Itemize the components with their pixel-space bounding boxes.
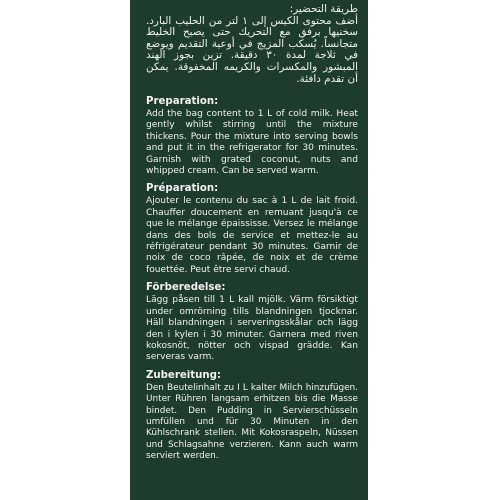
english-body: Add the bag content to 1 L of cold milk. Heat gently whilst stirring until the mixture thickens. Pour the mixture into serving bowls and put it in the refrigerator for 30 minutes. Garnish with grated coconut, nuts and whipped cream. Can be served warm. — [146, 109, 358, 177]
german-heading: Zubereitung: — [146, 369, 222, 381]
arabic-body: أضف محتوى الكيس إلى ١ لتر من الحليب البارد. سخنيها برفق مع التحريك حتى يصبح الخليط متجانساً. يُسكب المزيج في أوعية التقديم ويوضع في ثلاجة لمدة ٣٠ دقيقة. تزين بجوز الهند المبشور والمكسرات والكريمه المخفوقة. يمكن أن تقدم دافئة. — [146, 14, 358, 85]
swedish-instructions — [146, 282, 358, 363]
instructions-panel — [130, 0, 368, 500]
swedish-body: Lägg påsen till 1 L kall mjölk. Värm försiktigt under omrörning tills blandningen tjocknar. Häll blandningen i serveringsskålar och lägg den i kylen i 30 minuter. Garnera med riven kokosnöt, nötter och vispad grädde. Kan serveras varm. — [146, 295, 358, 363]
swedish-heading: Förberedelse: — [146, 282, 226, 294]
german-instructions — [146, 370, 358, 463]
arabic-instructions — [146, 4, 358, 90]
german-body: Den Beutelinhalt zu I L kalter Milch hinzufügen. Unter Rühren langsam erhitzen bis die Masse bindet. Den Pudding in Servierschüsseln umfüllen und für 30 Minuten in den Kühlschrank stellen. Mit Kokosraspeln, Nüssen und Schlagsahne verzieren. Kann auch warm serviert werden. — [146, 382, 358, 462]
english-instructions — [146, 96, 358, 177]
french-body: Ajouter le contenu du sac à 1 L de lait froid. Chauffer doucement en remuant jusqu'à ce que le mélange épaississe. Versez le mélange dans des bols de service et mettez-le au réfrigérateur pendant 30 minutes. Garnir de noix de coco râpée, de noix et de crème fouettée. Peut être servi chaud. — [146, 196, 358, 275]
english-heading: Preparation: — [146, 96, 219, 107]
french-heading: Préparation: — [146, 183, 219, 195]
french-instructions — [146, 183, 358, 276]
arabic-heading: طريقة التحضير: — [289, 4, 358, 15]
